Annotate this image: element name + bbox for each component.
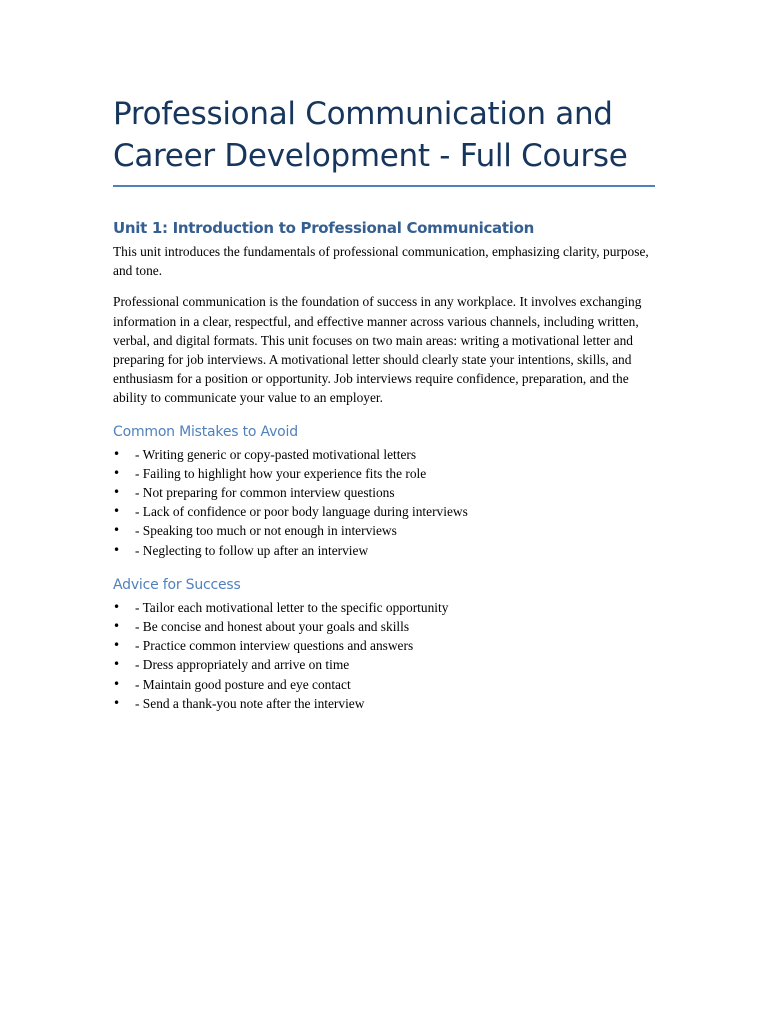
document-title: Professional Communication and Career Development - Full Course bbox=[113, 96, 628, 174]
list-item-text: - Failing to highlight how your experience fits the role bbox=[135, 465, 427, 481]
list-item bbox=[113, 636, 655, 655]
advice-heading: Advice for Success bbox=[113, 576, 241, 593]
list-item bbox=[113, 483, 655, 502]
list-item-text: - Lack of confidence or poor body language during interviews bbox=[135, 504, 468, 520]
list-item bbox=[113, 521, 655, 540]
mistakes-heading: Common Mistakes to Avoid bbox=[113, 423, 298, 440]
list-item-text: - Speaking too much or not enough in interviews bbox=[135, 523, 397, 539]
list-item bbox=[113, 694, 655, 713]
title-divider bbox=[113, 185, 655, 187]
advice-list bbox=[113, 598, 655, 713]
list-item-text: - Practice common interview questions and answers bbox=[135, 638, 414, 654]
bullet-icon: • bbox=[113, 619, 121, 634]
list-item-text: - Maintain good posture and eye contact bbox=[135, 676, 351, 692]
list-item bbox=[113, 675, 655, 694]
bullet-icon: • bbox=[113, 465, 121, 480]
bullet-icon: • bbox=[113, 638, 121, 653]
bullet-icon: • bbox=[113, 523, 121, 538]
bullet-icon: • bbox=[113, 485, 121, 500]
list-item bbox=[113, 655, 655, 674]
bullet-icon: • bbox=[113, 676, 121, 691]
list-item-text: - Writing generic or copy-pasted motivational letters bbox=[135, 446, 417, 462]
list-item-text: - Neglecting to follow up after an interview bbox=[135, 542, 369, 558]
list-item-text: - Send a thank-you note after the interview bbox=[135, 695, 365, 711]
list-item-text: - Dress appropriately and arrive on time bbox=[135, 657, 350, 673]
unit-heading: Unit 1: Introduction to Professional Communication bbox=[113, 219, 534, 237]
bullet-icon: • bbox=[113, 504, 121, 519]
bullet-icon: • bbox=[113, 657, 121, 672]
bullet-icon: • bbox=[113, 542, 121, 557]
list-item bbox=[113, 541, 655, 560]
list-item-text: - Be concise and honest about your goals and skills bbox=[135, 619, 410, 635]
bullet-icon: • bbox=[113, 695, 121, 710]
list-item bbox=[113, 598, 655, 617]
bullet-icon: • bbox=[113, 446, 121, 461]
list-item bbox=[113, 617, 655, 636]
list-item-text: - Tailor each motivational letter to the specific opportunity bbox=[135, 599, 449, 615]
bullet-icon: • bbox=[113, 599, 121, 614]
list-item bbox=[113, 464, 655, 483]
mistakes-list bbox=[113, 445, 655, 560]
list-item-text: - Not preparing for common interview questions bbox=[135, 485, 395, 501]
document-page bbox=[113, 93, 655, 713]
list-item bbox=[113, 445, 655, 464]
unit-body-paragraph: Professional communication is the foundation of success in any workplace. It involves exchanging information in a clear, respectful, and effective manner across various channels, including written, verbal, and digital formats. This unit focuses on two main areas: writing a motivational letter and preparing for job interviews. A motivational letter should clearly state your intentions, skills, and enthusiasm for a position or opportunity. Job interviews require confidence, preparation, and the ability to communicate your value to an employer. bbox=[113, 294, 642, 406]
unit-intro-paragraph: This unit introduces the fundamentals of professional communication, emphasizing clarity, purpose, and tone. bbox=[113, 244, 649, 279]
list-item bbox=[113, 502, 655, 521]
